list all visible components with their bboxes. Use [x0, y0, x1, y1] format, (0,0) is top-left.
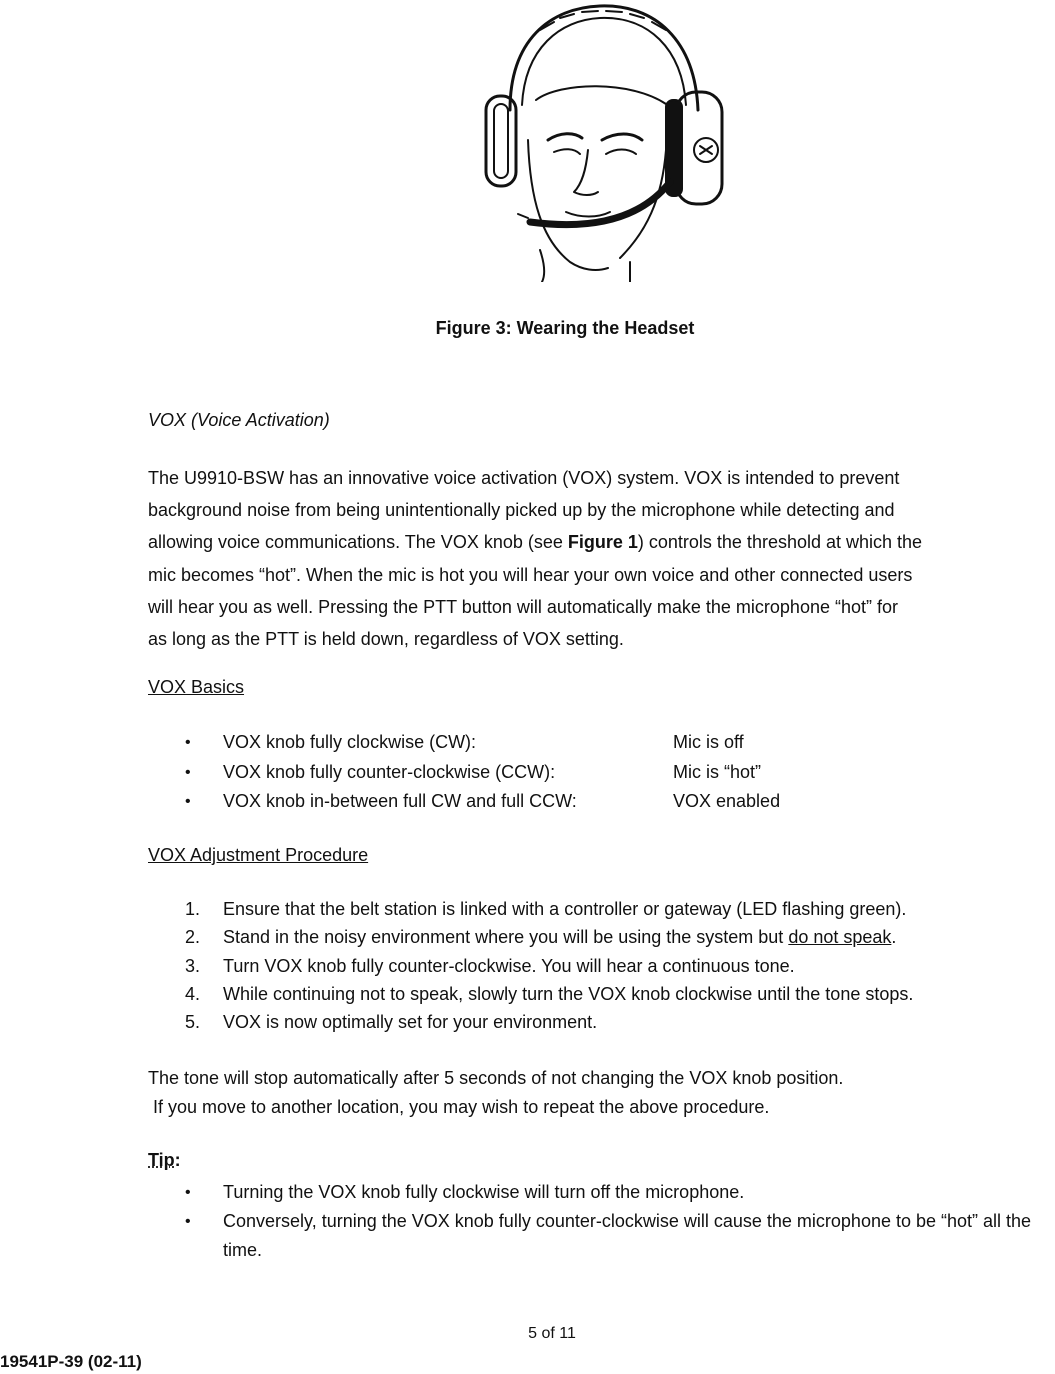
list-item [185, 1008, 1055, 1036]
note-line: The tone will stop automatically after 5 seconds of not changing the VOX knob position. [148, 1068, 844, 1088]
paragraph-line: The U9910-BSW has an innovative voice activation (VOX) system. VOX is intended to prevent [148, 468, 900, 488]
paragraph-line: mic becomes “hot”. When the mic is hot you will hear your own voice and other connected users [148, 564, 913, 585]
step-number: 1. [185, 899, 201, 919]
list-item [185, 1178, 1045, 1207]
paragraph-line: will hear you as well. Pressing the PTT button will automatically make the microphone “hot” for [148, 596, 898, 617]
vox-adjustment-steps [185, 895, 1055, 1036]
emphasis-do-not-speak: do not speak [788, 927, 892, 948]
list-item [185, 895, 1055, 923]
step-number: 2. [185, 927, 201, 948]
list-item [185, 787, 885, 817]
list-item [185, 980, 1055, 1008]
document-code: 19541P-39 (02-11) [0, 1352, 142, 1371]
paragraph-line: as long as the PTT is held down, regardless of VOX setting. [148, 629, 624, 650]
basics-label: VOX knob fully clockwise (CW): [223, 732, 477, 752]
list-item [185, 923, 1055, 951]
basics-value: Mic is “hot” [673, 761, 762, 782]
step-text: While continuing not to speak, slowly turn the VOX knob clockwise until the tone stops. [223, 983, 914, 1004]
tip-list [185, 1178, 1045, 1265]
step-text: VOX is now optimally set for your environment. [223, 1012, 598, 1033]
vox-basics-heading: VOX Basics [148, 677, 245, 697]
list-item [185, 728, 885, 758]
step-number: 4. [185, 983, 201, 1004]
figure-caption: Figure 3: Wearing the Headset [435, 318, 695, 338]
page-number: 5 of 11 [528, 1325, 576, 1342]
step-number: 3. [185, 955, 201, 976]
step-text-part: Stand in the noisy environment where you will be using the system but [223, 927, 789, 948]
list-item [185, 952, 1055, 980]
bullet-icon: • [185, 1184, 191, 1201]
step-number: 5. [185, 1012, 201, 1033]
tone-note [148, 1064, 843, 1122]
tip-colon: : [174, 1150, 181, 1170]
bullet-icon: • [185, 793, 191, 810]
vox-section-title: VOX (Voice Activation) [148, 410, 330, 430]
list-item [185, 758, 885, 788]
step-text-part: . [891, 927, 897, 948]
step-text [223, 923, 896, 951]
paragraph-line: background noise from being unintentionally picked up by the microphone while detecting and [148, 500, 895, 521]
vox-basics-list [185, 728, 885, 817]
basics-value: VOX enabled [673, 791, 781, 811]
headset-wearer-illustration [470, 0, 732, 282]
tip-text: Turning the VOX knob fully clockwise will turn off the microphone. [223, 1182, 745, 1202]
step-text: Turn VOX knob fully counter-clockwise. You will hear a continuous tone. [223, 955, 795, 976]
paragraph-text: allowing voice communications. The VOX knob (see [148, 532, 568, 553]
step-text: Ensure that the belt station is linked with a controller or gateway (LED flashing green). [223, 899, 907, 919]
paragraph-text: ) controls the threshold at which the [637, 532, 923, 553]
tip-label: Tip [148, 1150, 175, 1170]
bullet-icon: • [185, 763, 191, 781]
tip-text: Conversely, turning the VOX knob fully counter-clockwise will cause the microphone to be “hot” all the time. [223, 1211, 1032, 1260]
vox-description-paragraph [148, 462, 1053, 655]
basics-value: Mic is off [673, 732, 744, 752]
basics-label: VOX knob in-between full CW and full CCW: [223, 791, 577, 811]
bullet-icon: • [185, 1213, 191, 1230]
paragraph-line [148, 526, 1053, 558]
vox-adjustment-heading: VOX Adjustment Procedure [148, 845, 369, 865]
bullet-icon: • [185, 734, 191, 751]
list-item [185, 1207, 1045, 1265]
basics-label: VOX knob fully counter-clockwise (CCW): [223, 761, 556, 782]
figure-reference: Figure 1 [567, 532, 638, 553]
tip-heading [148, 1150, 181, 1171]
note-line: If you move to another location, you may wish to repeat the above procedure. [148, 1097, 770, 1117]
